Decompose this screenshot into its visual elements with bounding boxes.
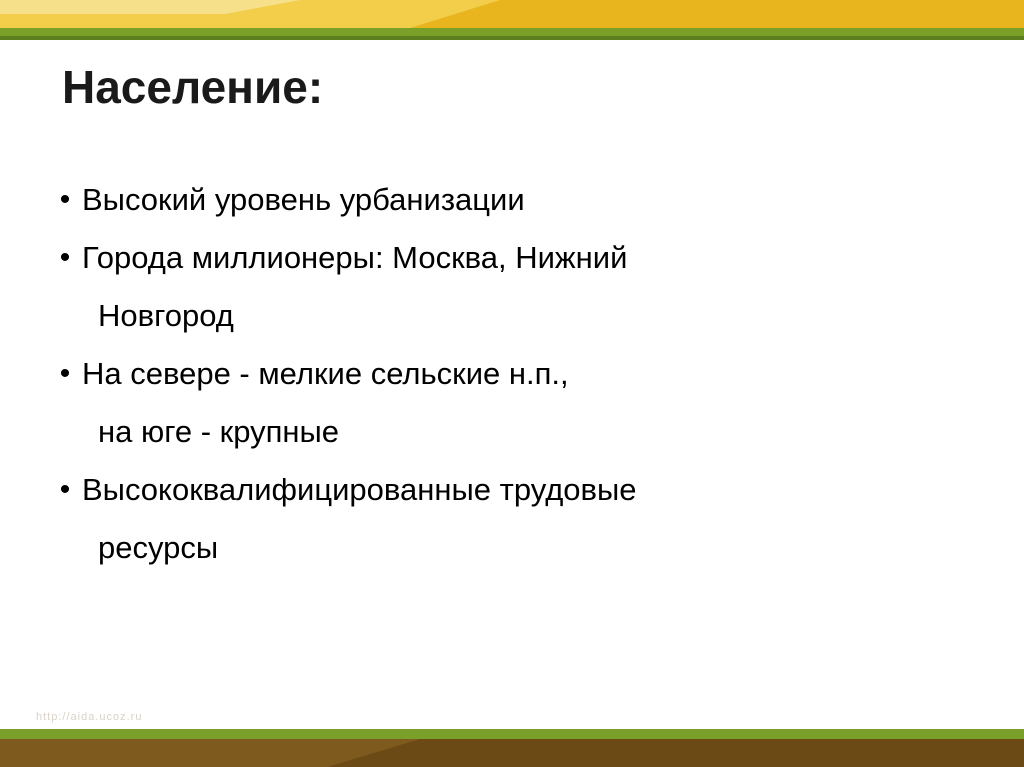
- left-edge: [0, 40, 3, 727]
- slide-title: Население:: [62, 61, 324, 113]
- list-item-text: Города миллионеры: Москва, Нижний: [82, 240, 628, 275]
- slide-body: [48, 178, 968, 584]
- list-item-text: Высококвалифицированные трудовые: [82, 472, 637, 507]
- list-item: [48, 236, 968, 280]
- list-item: [48, 352, 968, 396]
- bullet-icon: •: [59, 357, 71, 390]
- list-item-continuation: [48, 294, 968, 338]
- bottom-decorative-band: [0, 727, 1024, 767]
- list-item-continuation-text: на юге - крупные: [98, 414, 340, 449]
- list-item-continuation: [48, 526, 968, 570]
- list-item-continuation-text: Новгород: [98, 298, 234, 333]
- watermark-text: http://aida.ucoz.ru: [36, 711, 143, 723]
- list-item-continuation: [48, 410, 968, 454]
- bullet-icon: •: [59, 183, 71, 216]
- top-band-green-stripe-dark: [0, 36, 1024, 40]
- list-item-text: На севере - мелкие сельские н.п.,: [82, 356, 569, 391]
- bullet-icon: •: [59, 473, 71, 506]
- list-item-text: Высокий уровень урбанизации: [82, 182, 525, 217]
- top-decorative-band: [0, 0, 1024, 40]
- list-item: [48, 178, 968, 222]
- bullet-icon: •: [59, 241, 71, 274]
- list-item: [48, 468, 968, 512]
- list-item-continuation-text: ресурсы: [98, 530, 219, 565]
- bottom-band-green-stripe: [0, 729, 1024, 739]
